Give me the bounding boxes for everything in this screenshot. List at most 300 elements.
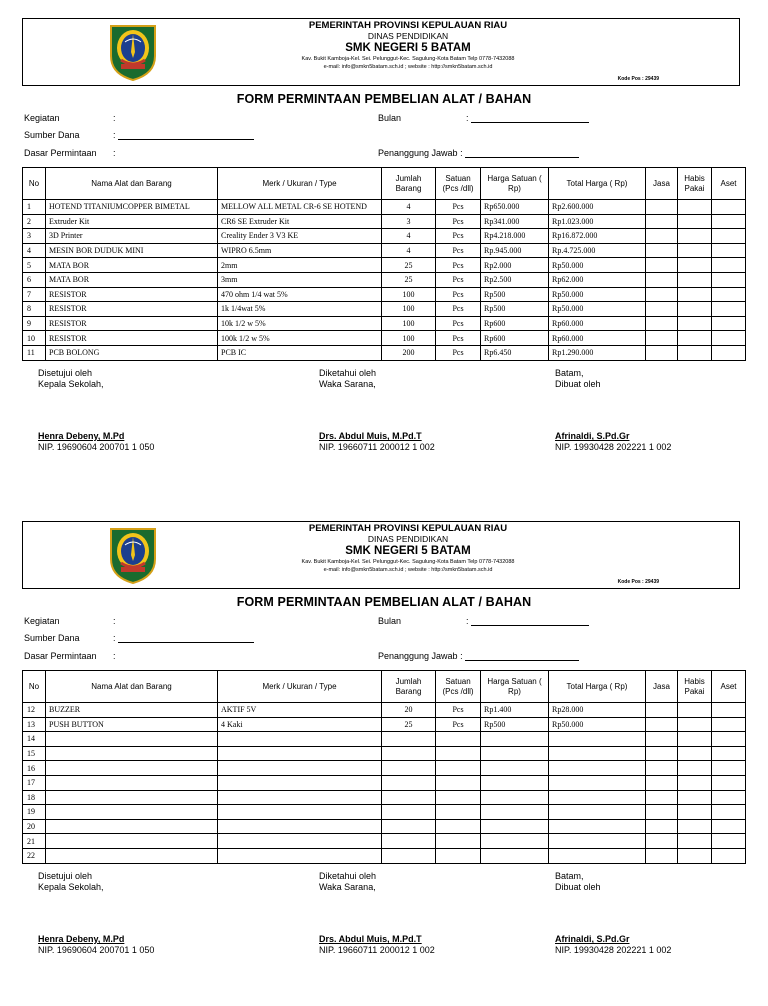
cell-harga: Rp2.000 — [481, 258, 549, 273]
cell-habis-pakai — [678, 200, 712, 215]
cell-no: 17 — [23, 775, 46, 790]
postal-code: Kode Pos : 29439 — [617, 76, 659, 82]
signer-name: Drs. Abdul Muis, M.Pd.T — [319, 934, 422, 944]
signer-nip: NIP. 19690604 200701 1 050 — [38, 442, 155, 452]
bulan-field — [378, 113, 401, 123]
cell-nama — [46, 819, 218, 834]
cell-no: 6 — [23, 272, 46, 287]
cell-total: Rp16.872.000 — [549, 229, 646, 244]
cell-total: Rp50.000 — [549, 717, 646, 732]
sumber-dana-input[interactable] — [113, 633, 254, 643]
department-line: DINAS PENDIDIKAN — [367, 534, 449, 544]
cell-merk: WIPRO 6.5mm — [218, 243, 382, 258]
sumber-dana-input[interactable] — [113, 130, 254, 140]
table-row — [23, 200, 746, 215]
cell-aset — [712, 732, 746, 747]
cell-harga: Rp600 — [481, 316, 549, 331]
cell-habis-pakai — [678, 805, 712, 820]
cell-jasa — [646, 214, 678, 229]
kegiatan-colon: : — [113, 616, 116, 626]
cell-nama: MATA BOR — [46, 258, 218, 273]
sumber-dana-field — [24, 130, 80, 140]
dasar-permintaan-label: Dasar Permintaan — [24, 148, 97, 158]
signer-nip: NIP. 19930428 202221 1 002 — [555, 945, 672, 955]
cell-satuan: Pcs — [436, 214, 481, 229]
cell-aset — [712, 761, 746, 776]
department-line: DINAS PENDIDIKAN — [367, 31, 449, 41]
table-row — [23, 331, 746, 346]
role-label: Waka Sarana, — [319, 379, 376, 389]
cell-jumlah: 100 — [382, 331, 436, 346]
dasar-permintaan-field — [24, 148, 97, 158]
cell-harga — [481, 834, 549, 849]
cell-aset — [712, 243, 746, 258]
cell-satuan — [436, 761, 481, 776]
cell-harga — [481, 848, 549, 863]
cell-jumlah: 4 — [382, 243, 436, 258]
cell-jumlah: 100 — [382, 302, 436, 317]
province-emblem-icon — [107, 525, 159, 585]
cell-habis-pakai — [678, 717, 712, 732]
column-header: Jasa — [646, 671, 678, 703]
cell-no: 3 — [23, 229, 46, 244]
cell-jumlah — [382, 746, 436, 761]
cell-jumlah: 100 — [382, 287, 436, 302]
letterhead-text — [173, 21, 643, 71]
cell-nama: 3D Printer — [46, 229, 218, 244]
school-contact: e-mail: info@smkn5batam.sch.id ; website : http://smkn5batam.sch.id — [323, 64, 493, 70]
signer-nip: NIP. 19930428 202221 1 002 — [555, 442, 672, 452]
cell-jasa — [646, 243, 678, 258]
cell-harga — [481, 805, 549, 820]
table-row — [23, 717, 746, 732]
cell-total: Rp50.000 — [549, 287, 646, 302]
table-row — [23, 258, 746, 273]
cell-satuan: Pcs — [436, 345, 481, 360]
school-address: Kav. Bukit Kamboja-Kel. Sei. Pelunggut-Kec. Sagulung-Kota Batam Telp 0778-7432088 — [301, 559, 515, 565]
table-row — [23, 345, 746, 360]
table-row — [23, 805, 746, 820]
cell-satuan — [436, 834, 481, 849]
table-row — [23, 214, 746, 229]
cell-satuan — [436, 746, 481, 761]
role-label: Kepala Sekolah, — [38, 882, 104, 892]
cell-aset — [712, 819, 746, 834]
cell-total — [549, 761, 646, 776]
cell-habis-pakai — [678, 746, 712, 761]
cell-no: 18 — [23, 790, 46, 805]
cell-merk: Creality Ender 3 V3 KE — [218, 229, 382, 244]
table-row — [23, 316, 746, 331]
cell-habis-pakai — [678, 287, 712, 302]
cell-merk: MELLOW ALL METAL CR-6 SE HOTEND — [218, 200, 382, 215]
cell-harga — [481, 761, 549, 776]
cell-no: 7 — [23, 287, 46, 302]
form-title: FORM PERMINTAAN PEMBELIAN ALAT / BAHAN — [236, 595, 532, 609]
cell-no: 10 — [23, 331, 46, 346]
table-row — [23, 703, 746, 718]
signer-name: Henra Debeny, M.Pd — [38, 431, 125, 441]
cell-jasa — [646, 834, 678, 849]
signature-creator — [555, 368, 671, 453]
cell-merk — [218, 746, 382, 761]
cell-habis-pakai — [678, 243, 712, 258]
table-row — [23, 229, 746, 244]
dasar-permintaan-label: Dasar Permintaan — [24, 651, 97, 661]
cell-aset — [712, 703, 746, 718]
cell-no: 14 — [23, 732, 46, 747]
cell-nama: MATA BOR — [46, 272, 218, 287]
cell-habis-pakai — [678, 819, 712, 834]
cell-total: Rp2.600.000 — [549, 200, 646, 215]
cell-habis-pakai — [678, 848, 712, 863]
province-emblem-icon — [107, 22, 159, 82]
cell-harga — [481, 746, 549, 761]
approval-label: Disetujui oleh — [38, 871, 93, 881]
penanggung-jawab-label: Penanggung Jawab : — [378, 651, 463, 661]
signature-principal — [38, 871, 154, 956]
sumber-dana-colon: : — [113, 130, 116, 140]
cell-merk — [218, 848, 382, 863]
cell-habis-pakai — [678, 775, 712, 790]
cell-no: 22 — [23, 848, 46, 863]
cell-jasa — [646, 345, 678, 360]
cell-habis-pakai — [678, 732, 712, 747]
cell-habis-pakai — [678, 331, 712, 346]
signature-vice-principal — [319, 871, 435, 956]
cell-jumlah: 20 — [382, 703, 436, 718]
cell-aset — [712, 258, 746, 273]
column-header: Jasa — [646, 168, 678, 200]
cell-nama: Extruder Kit — [46, 214, 218, 229]
cell-nama — [46, 746, 218, 761]
cell-aset — [712, 287, 746, 302]
cell-no: 16 — [23, 761, 46, 776]
cell-no: 21 — [23, 834, 46, 849]
dasar-permintaan-colon: : — [113, 148, 116, 158]
sumber-dana-label: Sumber Dana — [24, 130, 80, 140]
cell-satuan — [436, 805, 481, 820]
postal-code: Kode Pos : 29439 — [617, 579, 659, 585]
cell-aset — [712, 272, 746, 287]
cell-nama: MESIN BOR DUDUK MINI — [46, 243, 218, 258]
cell-jasa — [646, 703, 678, 718]
cell-nama: RESISTOR — [46, 331, 218, 346]
government-line: PEMERINTAH PROVINSI KEPULAUAN RIAU — [308, 523, 508, 534]
kegiatan-label: Kegiatan — [24, 113, 60, 123]
table-row — [23, 272, 746, 287]
cell-aset — [712, 805, 746, 820]
signature-vice-principal — [319, 368, 435, 453]
cell-nama — [46, 761, 218, 776]
bulan-input[interactable] — [466, 616, 589, 626]
cell-jasa — [646, 819, 678, 834]
cell-total: Rp28.000 — [549, 703, 646, 718]
cell-habis-pakai — [678, 790, 712, 805]
cell-harga: Rp500 — [481, 302, 549, 317]
cell-satuan: Pcs — [436, 331, 481, 346]
cell-total: Rp1.023.000 — [549, 214, 646, 229]
cell-jumlah — [382, 805, 436, 820]
penanggung-jawab-input[interactable] — [378, 148, 579, 158]
school-address: Kav. Bukit Kamboja-Kel. Sei. Pelunggut-Kec. Sagulung-Kota Batam Telp 0778-7432088 — [301, 56, 515, 62]
cell-jasa — [646, 717, 678, 732]
cell-total: Rp50.000 — [549, 302, 646, 317]
kegiatan-label: Kegiatan — [24, 616, 60, 626]
cell-nama — [46, 732, 218, 747]
cell-no: 4 — [23, 243, 46, 258]
cell-harga: Rp341.000 — [481, 214, 549, 229]
cell-merk: 10k 1/2 w 5% — [218, 316, 382, 331]
kegiatan-field — [24, 616, 60, 626]
column-header: Total Harga ( Rp) — [549, 671, 646, 703]
table-row — [23, 790, 746, 805]
column-header: Habis Pakai — [678, 168, 712, 200]
cell-merk: CR6 SE Extruder Kit — [218, 214, 382, 229]
cell-merk — [218, 819, 382, 834]
cell-no: 20 — [23, 819, 46, 834]
cell-jasa — [646, 287, 678, 302]
cell-nama: RESISTOR — [46, 302, 218, 317]
cell-nama — [46, 790, 218, 805]
cell-merk — [218, 775, 382, 790]
cell-jasa — [646, 316, 678, 331]
cell-jumlah — [382, 732, 436, 747]
cell-aset — [712, 316, 746, 331]
cell-satuan: Pcs — [436, 287, 481, 302]
cell-aset — [712, 200, 746, 215]
cell-total — [549, 746, 646, 761]
penanggung-jawab-input[interactable] — [378, 651, 579, 661]
column-header: Aset — [712, 168, 746, 200]
cell-jasa — [646, 848, 678, 863]
approval-label: Diketahui oleh — [319, 368, 377, 378]
items-table — [22, 670, 746, 864]
column-header: Aset — [712, 671, 746, 703]
cell-satuan: Pcs — [436, 302, 481, 317]
table-row — [23, 819, 746, 834]
cell-aset — [712, 775, 746, 790]
cell-jasa — [646, 732, 678, 747]
cell-jumlah: 4 — [382, 200, 436, 215]
government-line: PEMERINTAH PROVINSI KEPULAUAN RIAU — [308, 20, 508, 31]
letterhead — [22, 521, 740, 589]
cell-habis-pakai — [678, 761, 712, 776]
cell-merk — [218, 732, 382, 747]
form-title: FORM PERMINTAAN PEMBELIAN ALAT / BAHAN — [236, 92, 532, 106]
cell-jasa — [646, 200, 678, 215]
column-header: Habis Pakai — [678, 671, 712, 703]
cell-aset — [712, 848, 746, 863]
cell-satuan: Pcs — [436, 272, 481, 287]
cell-satuan: Pcs — [436, 703, 481, 718]
cell-nama: PUSH BUTTON — [46, 717, 218, 732]
cell-habis-pakai — [678, 258, 712, 273]
column-header: No — [23, 168, 46, 200]
approval-label: Diketahui oleh — [319, 871, 377, 881]
signer-nip: NIP. 19690604 200701 1 050 — [38, 945, 155, 955]
signature-creator — [555, 871, 671, 956]
school-name: SMK NEGERI 5 BATAM — [345, 545, 471, 557]
cell-habis-pakai — [678, 703, 712, 718]
column-header: Total Harga ( Rp) — [549, 168, 646, 200]
letterhead-text — [173, 524, 643, 574]
cell-no: 13 — [23, 717, 46, 732]
cell-harga: Rp6.450 — [481, 345, 549, 360]
cell-satuan — [436, 790, 481, 805]
signature-principal — [38, 368, 154, 453]
table-row — [23, 302, 746, 317]
cell-total: Rp1.290.000 — [549, 345, 646, 360]
cell-jumlah — [382, 775, 436, 790]
cell-total — [549, 790, 646, 805]
sumber-dana-field — [24, 633, 80, 643]
cell-jumlah — [382, 790, 436, 805]
cell-jumlah: 25 — [382, 272, 436, 287]
column-header: Satuan (Pcs /dll) — [436, 168, 481, 200]
cell-harga: Rp2.500 — [481, 272, 549, 287]
cell-harga — [481, 775, 549, 790]
items-table — [22, 167, 746, 361]
table-row — [23, 775, 746, 790]
cell-jasa — [646, 775, 678, 790]
place-label: Batam, — [555, 368, 584, 378]
signer-nip: NIP. 19660711 200012 1 002 — [319, 442, 435, 452]
cell-merk — [218, 790, 382, 805]
cell-habis-pakai — [678, 345, 712, 360]
cell-total — [549, 848, 646, 863]
role-label: Dibuat oleh — [555, 882, 601, 892]
cell-nama: RESISTOR — [46, 316, 218, 331]
cell-merk: AKTIF 5V — [218, 703, 382, 718]
cell-nama: RESISTOR — [46, 287, 218, 302]
bulan-label: Bulan — [378, 113, 402, 123]
bulan-colon: : — [466, 113, 469, 123]
kegiatan-colon: : — [113, 113, 116, 123]
kegiatan-field — [24, 113, 60, 123]
cell-jasa — [646, 761, 678, 776]
penanggung-jawab-label: Penanggung Jawab : — [378, 148, 463, 158]
bulan-input[interactable] — [466, 113, 589, 123]
cell-habis-pakai — [678, 834, 712, 849]
cell-jumlah: 3 — [382, 214, 436, 229]
cell-harga: Rp650.000 — [481, 200, 549, 215]
cell-satuan: Pcs — [436, 243, 481, 258]
bulan-label: Bulan — [378, 616, 402, 626]
cell-habis-pakai — [678, 214, 712, 229]
table-row — [23, 746, 746, 761]
sumber-dana-label: Sumber Dana — [24, 633, 80, 643]
column-header: Nama Alat dan Barang — [46, 671, 218, 703]
cell-harga: Rp.945.000 — [481, 243, 549, 258]
cell-jumlah — [382, 848, 436, 863]
cell-no: 8 — [23, 302, 46, 317]
cell-no: 1 — [23, 200, 46, 215]
cell-jumlah: 25 — [382, 258, 436, 273]
cell-harga — [481, 732, 549, 747]
column-header: Jumlah Barang — [382, 168, 436, 200]
role-label: Dibuat oleh — [555, 379, 601, 389]
table-row — [23, 834, 746, 849]
cell-satuan — [436, 732, 481, 747]
cell-nama — [46, 805, 218, 820]
signer-name: Drs. Abdul Muis, M.Pd.T — [319, 431, 422, 441]
cell-harga: Rp4.218.000 — [481, 229, 549, 244]
cell-nama: PCB BOLONG — [46, 345, 218, 360]
cell-jumlah: 100 — [382, 316, 436, 331]
cell-jumlah — [382, 819, 436, 834]
column-header: Jumlah Barang — [382, 671, 436, 703]
cell-harga: Rp500 — [481, 287, 549, 302]
table-row — [23, 732, 746, 747]
cell-aset — [712, 302, 746, 317]
cell-total — [549, 775, 646, 790]
cell-satuan: Pcs — [436, 229, 481, 244]
cell-nama — [46, 775, 218, 790]
bulan-colon: : — [466, 616, 469, 626]
cell-aset — [712, 717, 746, 732]
cell-total: Rp62.000 — [549, 272, 646, 287]
cell-total: Rp60.000 — [549, 331, 646, 346]
cell-jasa — [646, 258, 678, 273]
cell-jumlah — [382, 834, 436, 849]
cell-no: 2 — [23, 214, 46, 229]
table-row — [23, 848, 746, 863]
signer-name: Afrinaldi, S.Pd.Gr — [555, 934, 630, 944]
column-header: Nama Alat dan Barang — [46, 168, 218, 200]
cell-aset — [712, 790, 746, 805]
cell-total — [549, 805, 646, 820]
column-header: Harga Satuan ( Rp) — [481, 168, 549, 200]
table-row — [23, 243, 746, 258]
cell-no: 5 — [23, 258, 46, 273]
cell-harga — [481, 790, 549, 805]
cell-no: 12 — [23, 703, 46, 718]
cell-nama: BUZZER — [46, 703, 218, 718]
column-header: No — [23, 671, 46, 703]
cell-nama: HOTEND TITANIUMCOPPER BIMETAL — [46, 200, 218, 215]
cell-merk: 4 Kaki — [218, 717, 382, 732]
dasar-permintaan-colon: : — [113, 651, 116, 661]
cell-total: Rp50.000 — [549, 258, 646, 273]
cell-merk: 100k 1/2 w 5% — [218, 331, 382, 346]
cell-habis-pakai — [678, 229, 712, 244]
column-header: Merk / Ukuran / Type — [218, 168, 382, 200]
cell-aset — [712, 229, 746, 244]
signer-name: Henra Debeny, M.Pd — [38, 934, 125, 944]
cell-jasa — [646, 805, 678, 820]
cell-satuan — [436, 775, 481, 790]
cell-merk — [218, 834, 382, 849]
cell-satuan: Pcs — [436, 717, 481, 732]
role-label: Kepala Sekolah, — [38, 379, 104, 389]
cell-total: Rp.4.725.000 — [549, 243, 646, 258]
table-row — [23, 287, 746, 302]
cell-jumlah: 25 — [382, 717, 436, 732]
cell-habis-pakai — [678, 302, 712, 317]
cell-jumlah: 4 — [382, 229, 436, 244]
column-header: Satuan (Pcs /dll) — [436, 671, 481, 703]
cell-merk — [218, 805, 382, 820]
cell-habis-pakai — [678, 316, 712, 331]
cell-total — [549, 819, 646, 834]
cell-harga: Rp600 — [481, 331, 549, 346]
cell-merk: PCB IC — [218, 345, 382, 360]
table-header — [23, 168, 746, 200]
cell-merk: 2mm — [218, 258, 382, 273]
signer-name: Afrinaldi, S.Pd.Gr — [555, 431, 630, 441]
cell-merk: 3mm — [218, 272, 382, 287]
